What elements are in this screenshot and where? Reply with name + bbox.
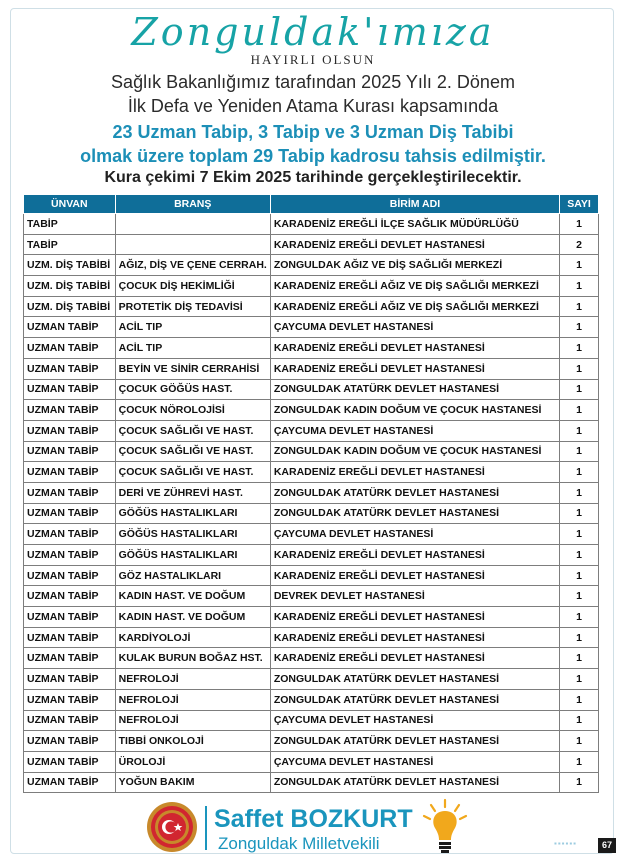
cell-birim-adi: KARADENİZ EREĞLİ AĞIZ VE DİŞ SAĞLIĞI MERKEZİ: [270, 296, 559, 317]
cell-sayi: 1: [560, 400, 599, 421]
footer-separator: [205, 806, 207, 850]
cell-brans: ÇOCUK NÖROLOJİSİ: [115, 400, 270, 421]
table-row: [24, 296, 599, 317]
table-row: [24, 586, 599, 607]
table-row: [24, 524, 599, 545]
cell-brans: PROTETİK DİŞ TEDAVİSİ: [115, 296, 270, 317]
cell-unvan: UZMAN TABİP: [24, 317, 116, 338]
cell-brans: NEFROLOJİ: [115, 689, 270, 710]
cell-sayi: 1: [560, 214, 599, 235]
cell-unvan: UZMAN TABİP: [24, 358, 116, 379]
cell-brans: GÖĞÜS HASTALIKLARI: [115, 503, 270, 524]
table-row: [24, 420, 599, 441]
cell-birim-adi: KARADENİZ EREĞLİ DEVLET HASTANESİ: [270, 648, 559, 669]
cell-birim-adi: KARADENİZ EREĞLİ DEVLET HASTANESİ: [270, 462, 559, 483]
cell-unvan: UZMAN TABİP: [24, 482, 116, 503]
cell-brans: NEFROLOJİ: [115, 710, 270, 731]
cell-brans: ÇOCUK SAĞLIĞI VE HAST.: [115, 462, 270, 483]
cell-unvan: UZMAN TABİP: [24, 710, 116, 731]
cell-sayi: 1: [560, 441, 599, 462]
cell-brans: GÖĞÜS HASTALIKLARI: [115, 524, 270, 545]
cell-birim-adi: KARADENİZ EREĞLİ DEVLET HASTANESİ: [270, 338, 559, 359]
cell-sayi: 1: [560, 565, 599, 586]
cell-brans: ÇOCUK DİŞ HEKİMLİĞİ: [115, 276, 270, 297]
cell-unvan: UZMAN TABİP: [24, 462, 116, 483]
cell-sayi: 1: [560, 524, 599, 545]
cell-sayi: 1: [560, 710, 599, 731]
cell-brans: [115, 214, 270, 235]
cell-sayi: 1: [560, 669, 599, 690]
cell-sayi: 1: [560, 296, 599, 317]
table-row: [24, 648, 599, 669]
cell-birim-adi: KARADENİZ EREĞLİ AĞIZ VE DİŞ SAĞLIĞI MERKEZİ: [270, 276, 559, 297]
cell-sayi: 1: [560, 482, 599, 503]
cell-unvan: UZMAN TABİP: [24, 565, 116, 586]
cell-sayi: 1: [560, 317, 599, 338]
cell-birim-adi: KARADENİZ EREĞLİ DEVLET HASTANESİ: [270, 607, 559, 628]
intro-line-1: Sağlık Bakanlığımız tarafından 2025 Yılı 2. Dönem: [111, 72, 515, 92]
cell-brans: ACİL TIP: [115, 317, 270, 338]
cell-sayi: 1: [560, 462, 599, 483]
cell-birim-adi: DEVREK DEVLET HASTANESİ: [270, 586, 559, 607]
cell-sayi: 1: [560, 255, 599, 276]
cell-brans: DERİ VE ZÜHREVİ HAST.: [115, 482, 270, 503]
highlight-line-2: olmak üzere toplam 29 Tabip kadrosu tahsis edilmiştir.: [80, 146, 546, 166]
cell-unvan: TABİP: [24, 234, 116, 255]
cell-brans: ÜROLOJİ: [115, 751, 270, 772]
table-row: [24, 627, 599, 648]
cell-unvan: UZMAN TABİP: [24, 689, 116, 710]
script-title: Zonguldak'ımıza: [131, 10, 495, 54]
cell-brans: KADIN HAST. VE DOĞUM: [115, 586, 270, 607]
table-row: [24, 669, 599, 690]
table-row: [24, 379, 599, 400]
cell-sayi: 1: [560, 772, 599, 793]
cell-sayi: 1: [560, 379, 599, 400]
cell-birim-adi: KARADENİZ EREĞLİ DEVLET HASTANESİ: [270, 627, 559, 648]
cell-birim-adi: ÇAYCUMA DEVLET HASTANESİ: [270, 524, 559, 545]
cell-brans: ÇOCUK GÖĞÜS HAST.: [115, 379, 270, 400]
cell-sayi: 1: [560, 358, 599, 379]
cell-unvan: UZMAN TABİP: [24, 648, 116, 669]
cell-brans: KARDİYOLOJİ: [115, 627, 270, 648]
header-sayi: SAYI: [560, 195, 599, 214]
cell-birim-adi: KARADENİZ EREĞLİ DEVLET HASTANESİ: [270, 358, 559, 379]
cell-unvan: UZM. DİŞ TABİBİ: [24, 255, 116, 276]
cell-brans: GÖĞÜS HASTALIKLARI: [115, 545, 270, 566]
header-birim-adi: BİRİM ADI: [270, 195, 559, 214]
cell-birim-adi: KARADENİZ EREĞLİ İLÇE SAĞLIK MÜDÜRLÜĞÜ: [270, 214, 559, 235]
cell-brans: ACİL TIP: [115, 338, 270, 359]
cell-unvan: TABİP: [24, 214, 116, 235]
cell-birim-adi: ÇAYCUMA DEVLET HASTANESİ: [270, 710, 559, 731]
header-unvan: ÜNVAN: [24, 195, 116, 214]
cell-unvan: UZMAN TABİP: [24, 524, 116, 545]
table-row: [24, 482, 599, 503]
cell-unvan: UZMAN TABİP: [24, 627, 116, 648]
cell-birim-adi: ZONGULDAK ATATÜRK DEVLET HASTANESİ: [270, 772, 559, 793]
table-header-row: [24, 195, 599, 214]
cell-unvan: UZMAN TABİP: [24, 503, 116, 524]
cell-sayi: 1: [560, 627, 599, 648]
cell-unvan: UZM. DİŞ TABİBİ: [24, 296, 116, 317]
cell-unvan: UZMAN TABİP: [24, 751, 116, 772]
cell-sayi: 1: [560, 607, 599, 628]
hayirli-olsun: HAYIRLI OLSUN: [250, 52, 376, 67]
table-row: [24, 689, 599, 710]
cell-birim-adi: ZONGULDAK AĞIZ VE DİŞ SAĞLIĞI MERKEZİ: [270, 255, 559, 276]
cell-unvan: UZMAN TABİP: [24, 586, 116, 607]
cell-brans: AĞIZ, DİŞ VE ÇENE CERRAH.: [115, 255, 270, 276]
cell-birim-adi: ZONGULDAK ATATÜRK DEVLET HASTANESİ: [270, 669, 559, 690]
cell-birim-adi: ZONGULDAK KADIN DOĞUM VE ÇOCUK HASTANESİ: [270, 441, 559, 462]
cell-brans: NEFROLOJİ: [115, 669, 270, 690]
cell-brans: BEYİN VE SİNİR CERRAHİSİ: [115, 358, 270, 379]
cell-sayi: 2: [560, 234, 599, 255]
table-row: [24, 545, 599, 566]
cell-unvan: UZMAN TABİP: [24, 420, 116, 441]
cell-birim-adi: ZONGULDAK KADIN DOĞUM VE ÇOCUK HASTANESİ: [270, 400, 559, 421]
cell-unvan: UZMAN TABİP: [24, 400, 116, 421]
deputy-title: Zonguldak Milletvekili: [218, 834, 380, 853]
table-row: [24, 400, 599, 421]
table-row: [24, 276, 599, 297]
cell-birim-adi: KARADENİZ EREĞLİ DEVLET HASTANESİ: [270, 545, 559, 566]
cell-brans: YOĞUN BAKIM: [115, 772, 270, 793]
cell-sayi: 1: [560, 689, 599, 710]
cell-birim-adi: ÇAYCUMA DEVLET HASTANESİ: [270, 751, 559, 772]
highlight-line-1: 23 Uzman Tabip, 3 Tabip ve 3 Uzman Diş Tabibi: [112, 122, 514, 142]
cell-sayi: 1: [560, 276, 599, 297]
cell-unvan: UZMAN TABİP: [24, 772, 116, 793]
cell-brans: GÖZ HASTALIKLARI: [115, 565, 270, 586]
table-row: [24, 441, 599, 462]
cell-sayi: 1: [560, 338, 599, 359]
cell-birim-adi: ZONGULDAK ATATÜRK DEVLET HASTANESİ: [270, 689, 559, 710]
cell-sayi: 1: [560, 731, 599, 752]
cell-sayi: 1: [560, 586, 599, 607]
header-brans: BRANŞ: [115, 195, 270, 214]
table-row: [24, 731, 599, 752]
cell-unvan: UZMAN TABİP: [24, 731, 116, 752]
intro-line-2: İlk Defa ve Yeniden Atama Kurası kapsamında: [127, 96, 499, 116]
cell-sayi: 1: [560, 545, 599, 566]
cell-brans: KULAK BURUN BOĞAZ HST.: [115, 648, 270, 669]
cell-unvan: UZMAN TABİP: [24, 338, 116, 359]
cell-unvan: UZMAN TABİP: [24, 669, 116, 690]
draw-date-line: Kura çekimi 7 Ekim 2025 tarihinde gerçekleştirilecektir.: [104, 169, 522, 186]
table-row: [24, 503, 599, 524]
cell-unvan: UZMAN TABİP: [24, 379, 116, 400]
cell-birim-adi: ZONGULDAK ATATÜRK DEVLET HASTANESİ: [270, 503, 559, 524]
table-row: [24, 462, 599, 483]
cell-birim-adi: KARADENİZ EREĞLİ DEVLET HASTANESİ: [270, 565, 559, 586]
table-row: [24, 772, 599, 793]
cell-unvan: UZMAN TABİP: [24, 607, 116, 628]
page-tag: ▪▪▪▪▪▪: [554, 839, 578, 848]
cell-sayi: 1: [560, 648, 599, 669]
table-row: [24, 751, 599, 772]
cell-brans: ÇOCUK SAĞLIĞI VE HAST.: [115, 420, 270, 441]
cell-unvan: UZM. DİŞ TABİBİ: [24, 276, 116, 297]
cell-brans: KADIN HAST. VE DOĞUM: [115, 607, 270, 628]
cell-birim-adi: ÇAYCUMA DEVLET HASTANESİ: [270, 420, 559, 441]
cell-unvan: UZMAN TABİP: [24, 441, 116, 462]
tbmm-emblem-icon: [146, 801, 198, 853]
table-row: [24, 607, 599, 628]
cell-sayi: 1: [560, 503, 599, 524]
cell-unvan: UZMAN TABİP: [24, 545, 116, 566]
table-row: [24, 214, 599, 235]
table-row: [24, 234, 599, 255]
allocation-table: [23, 194, 599, 793]
cell-brans: [115, 234, 270, 255]
table-row: [24, 710, 599, 731]
cell-brans: TIBBİ ONKOLOJİ: [115, 731, 270, 752]
table-row: [24, 338, 599, 359]
cell-birim-adi: ZONGULDAK ATATÜRK DEVLET HASTANESİ: [270, 731, 559, 752]
table-row: [24, 565, 599, 586]
cell-birim-adi: KARADENİZ EREĞLİ DEVLET HASTANESİ: [270, 234, 559, 255]
cell-birim-adi: ÇAYCUMA DEVLET HASTANESİ: [270, 317, 559, 338]
table-row: [24, 317, 599, 338]
deputy-name: Saffet BOZKURT: [214, 805, 413, 833]
party-lightbulb-icon: [420, 797, 470, 857]
cell-sayi: 1: [560, 751, 599, 772]
table-row: [24, 358, 599, 379]
table-row: [24, 255, 599, 276]
page-number: 67: [598, 838, 616, 853]
cell-birim-adi: ZONGULDAK ATATÜRK DEVLET HASTANESİ: [270, 379, 559, 400]
cell-brans: ÇOCUK SAĞLIĞI VE HAST.: [115, 441, 270, 462]
cell-sayi: 1: [560, 420, 599, 441]
cell-birim-adi: ZONGULDAK ATATÜRK DEVLET HASTANESİ: [270, 482, 559, 503]
